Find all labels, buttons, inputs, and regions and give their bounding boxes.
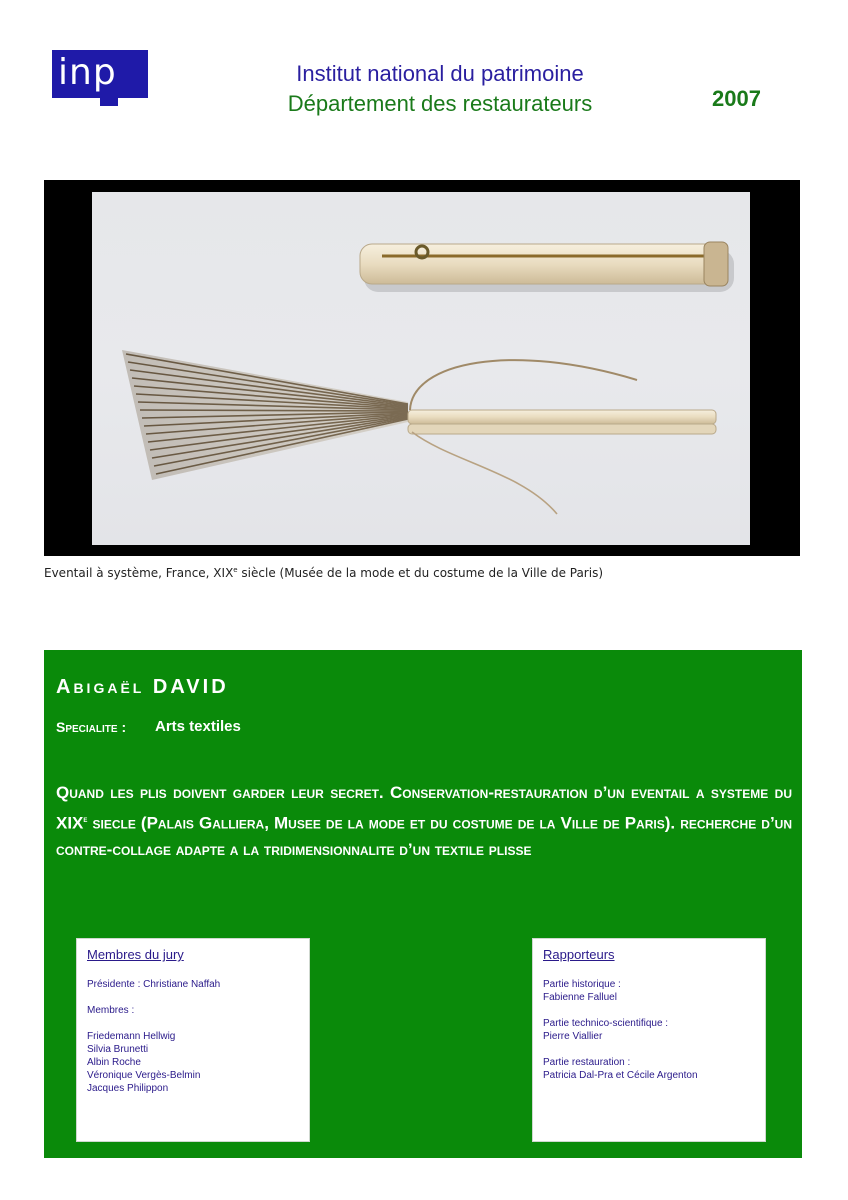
rapporteurs-box <box>532 938 766 1142</box>
rapporteur-historique-name: Fabienne Falluel <box>543 992 617 1003</box>
jury-box <box>76 938 310 1142</box>
thesis-title-part1: Quand les plis doivent garder leur secret. Conservation-restauration d’un eventail a systeme du XIX <box>56 783 792 833</box>
rapporteurs-heading: Rapporteurs <box>543 947 615 962</box>
student-name: Abigaël DAVID <box>56 676 229 698</box>
inp-logo-notch <box>100 98 118 106</box>
fan-handle-lower <box>408 424 716 434</box>
specialite-value: Arts textiles <box>155 718 241 735</box>
jury-member: Silvia Brunetti <box>87 1044 149 1055</box>
case-tube <box>360 244 718 284</box>
institute-name: Institut national du patrimoine <box>296 61 584 86</box>
department-name: Département des restaurateurs <box>287 91 593 116</box>
photo-caption <box>44 566 603 580</box>
fan-body <box>122 350 408 480</box>
inp-logo: inp <box>52 50 148 98</box>
rapporteur-technico-name: Pierre Viallier <box>543 1031 603 1042</box>
thesis-title <box>56 780 792 863</box>
thesis-title-sup: e <box>83 814 88 824</box>
jury-member: Jacques Philippon <box>87 1083 169 1094</box>
fan-illustration <box>92 192 750 545</box>
rapporteur-historique-label: Partie historique : <box>543 979 621 990</box>
jury-member: Véronique Vergès-Belmin <box>87 1070 201 1081</box>
jury-presidente: Présidente : Christiane Naffah <box>87 979 221 990</box>
fan-photo <box>92 192 750 545</box>
fan-string-bottom <box>412 432 557 514</box>
rapporteur-restauration-name: Patricia Dal-Pra et Cécile Argenton <box>543 1070 698 1081</box>
caption-text: Eventail à système, France, XIX <box>44 566 234 580</box>
jury-heading: Membres du jury <box>87 947 184 962</box>
fan-string-top <box>410 360 637 410</box>
case-cap <box>704 242 728 286</box>
rapporteur-technico-label: Partie technico-scientifique : <box>543 1018 669 1029</box>
rapporteur-restauration-label: Partie restauration : <box>543 1057 631 1068</box>
thesis-title-part2: siecle (Palais Galliera, Musee de la mode et du costume de la Ville de Paris). recherche d’un contre-collage adapte a la tridimensionnalite d’un textile plisse <box>56 813 792 859</box>
caption-text-end: siècle (Musée de la mode et du costume de la Ville de Paris) <box>237 566 604 580</box>
caption-sup: e <box>233 566 238 574</box>
specialite-label: Specialite : <box>56 719 127 735</box>
year-label: 2007 <box>712 86 761 111</box>
jury-membres-label: Membres : <box>87 1005 135 1016</box>
fan-handle <box>408 410 716 424</box>
jury-member: Friedemann Hellwig <box>87 1031 176 1042</box>
jury-member: Albin Roche <box>87 1057 141 1068</box>
